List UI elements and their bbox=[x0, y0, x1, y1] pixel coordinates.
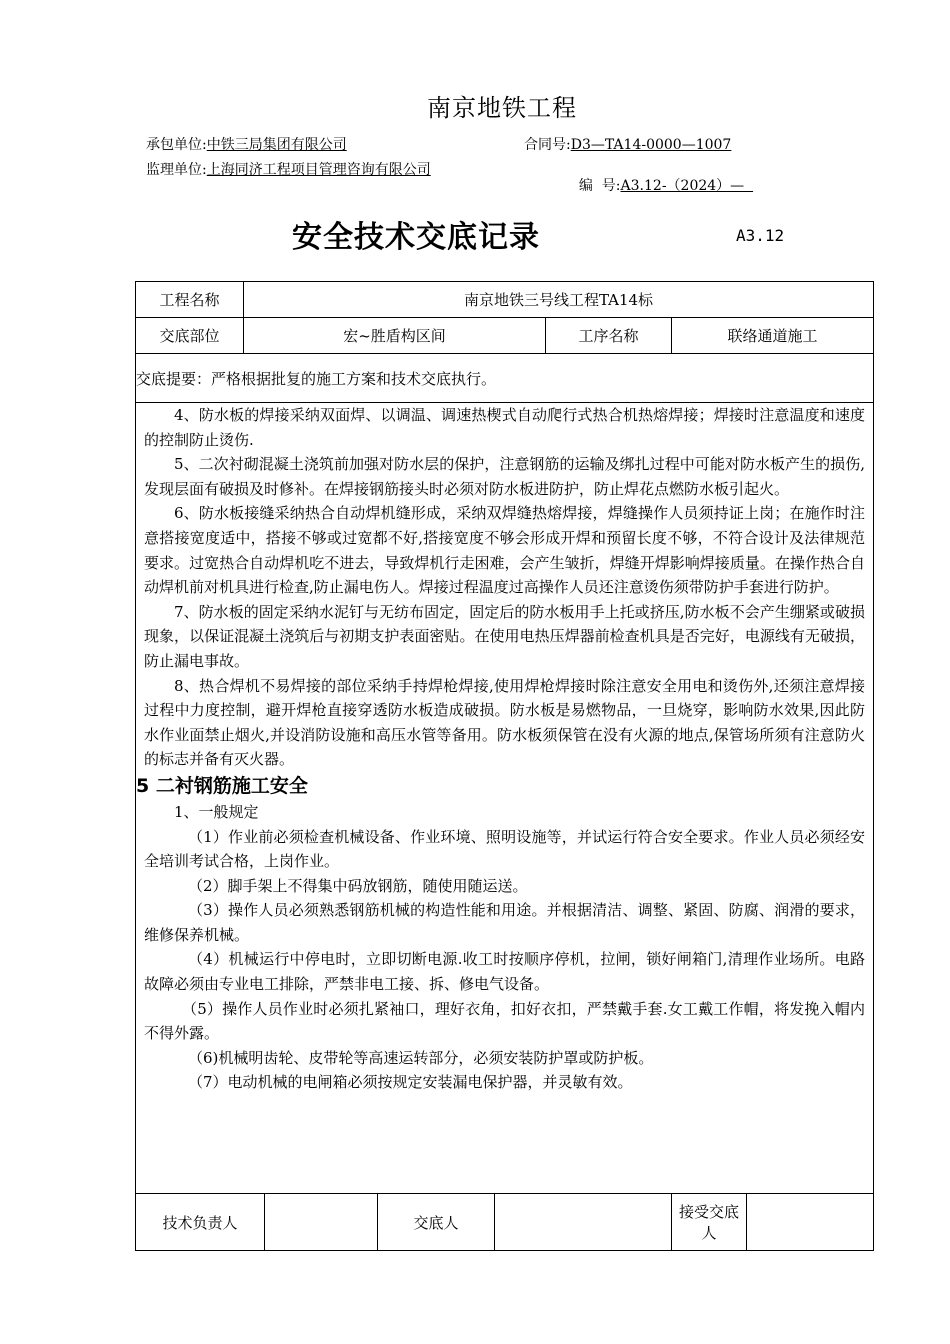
document-code: A3.12 bbox=[736, 226, 785, 245]
location-value: 宏~胜盾构区间 bbox=[244, 318, 546, 354]
rule-item: （6)机械明齿轮、皮带轮等高速运转部分，必须安装防护罩或防护板。 bbox=[188, 1048, 654, 1067]
location-label: 交底部位 bbox=[136, 318, 244, 354]
supervisor-line bbox=[146, 159, 431, 179]
presenter-signature-field[interactable] bbox=[495, 1194, 672, 1251]
presenter-label: 交底人 bbox=[378, 1194, 495, 1251]
rule-item: （5）操作人员作业时必须扎紧袖口，理好衣角，扣好衣扣，严禁戴手套.女工戴工作帽，将发挽入帽内不得外露。 bbox=[144, 999, 866, 1043]
tech-lead-label: 技术负责人 bbox=[136, 1194, 265, 1251]
contract-no-line bbox=[524, 134, 731, 154]
paragraph: 7、防水板的固定采纳水泥钉与无纺布固定，固定后的防水板用手上托或挤压,防水板不会产生绷紧或破损现象，以保证混凝土浇筑后与初期支护表面密贴。在使用电热压焊器前检查机具是否完好，电源线有无破损，防止漏电事故。 bbox=[144, 602, 866, 670]
safety-briefing-form bbox=[135, 281, 874, 1251]
paragraph: 4、防水板的焊接采纳双面焊、以调温、调速热楔式自动爬行式热合机热熔焊接；焊接时注意温度和速度的控制防止烫伤. bbox=[144, 406, 866, 449]
document-title: 安全技术交底记录 bbox=[292, 220, 540, 255]
contractor-value: 中铁三局集团有限公司 bbox=[206, 137, 347, 153]
receiver-signature-field[interactable] bbox=[747, 1194, 874, 1251]
supervisor-label: 监理单位: bbox=[146, 162, 207, 178]
briefing-content bbox=[136, 403, 874, 1194]
rule-item: （2）脚手架上不得集中码放钢筋，随使用随运送。 bbox=[188, 876, 528, 895]
supervisor-value: 上海同济工程项目管理咨询有限公司 bbox=[206, 162, 431, 178]
paragraph: 8、热合焊机不易焊接的部位采纳手持焊枪焊接,使用焊枪焊接时除注意安全用电和烫伤外,还须注意焊接过程中力度控制，避开焊枪直接穿透防水板造成破损。防水板是易燃物品，一旦烧穿，影响防水效果,因此防水作业面禁止烟火,并设消防设施和高压水管等备用。防水板须保管在没有火源的地点,保管场所须有注意防火的标志并备有灭火器。 bbox=[144, 676, 866, 769]
rule-item: （3）操作人员必须熟悉钢筋机械的构造性能和用途。并根据清洁、调整、紧固、防腐、润滑的要求，维修保养机械。 bbox=[144, 901, 866, 944]
contract-no-label: 合同号: bbox=[524, 137, 571, 153]
briefing-summary: 交底提要：严格根据批复的施工方案和技术交底执行。 bbox=[136, 354, 874, 403]
contractor-line bbox=[146, 134, 347, 154]
contract-no-value: D3—TA14-0000—1007 bbox=[570, 137, 732, 153]
section-heading: 5 二衬钢筋施工安全 bbox=[136, 774, 308, 797]
project-name-label: 工程名称 bbox=[136, 282, 244, 318]
rule-item: （4）机械运行中停电时，立即切断电源.收工时按顺序停机，拉闸，锁好闸箱门,清理作业场所。电路故障必须由专业电工排除，严禁非电工接、拆、修电气设备。 bbox=[144, 950, 866, 994]
rule-item: （7）电动机械的电闸箱必须按规定安装漏电保护器，并灵敏有效。 bbox=[188, 1073, 633, 1092]
process-label: 工序名称 bbox=[546, 318, 672, 354]
section-subheading: 1、一般规定 bbox=[174, 802, 259, 821]
serial-line bbox=[570, 159, 753, 195]
tech-lead-signature-field[interactable] bbox=[265, 1194, 378, 1251]
receiver-label: 接受交底人 bbox=[672, 1194, 747, 1251]
rule-item: （1）作业前必须检查机械设备、作业环境、照明设施等，并试运行符合安全要求。作业人员必须经安全培训考试合格，上岗作业。 bbox=[144, 827, 866, 871]
page-title: 南京地铁工程 bbox=[427, 94, 577, 122]
serial-label: 编 号: bbox=[578, 178, 621, 194]
contractor-label: 承包单位: bbox=[146, 137, 207, 153]
serial-value: A3.12-（2024）— bbox=[620, 178, 754, 194]
project-name-value: 南京地铁三号线工程TA14标 bbox=[244, 282, 874, 318]
paragraph: 5、二次衬砌混凝土浇筑前加强对防水层的保护，注意钢筋的运输及绑扎过程中可能对防水板产生的损伤,发现层面有破损及时修补。在焊接钢筋接头时必须对防水板进防护，防止焊花点燃防水板引起火。 bbox=[144, 455, 866, 498]
process-value: 联络通道施工 bbox=[672, 318, 874, 354]
paragraph: 6、防水板接缝采纳热合自动焊机缝形成，采纳双焊缝热熔焊接，焊缝操作人员须持证上岗；在施作时注意搭接宽度适中，搭接不够或过宽都不好,搭接宽度不够会形成开焊和预留长度不够，不符合设计及法律规范要求。过宽热合自动焊机吃不进去，导致焊机行走困难，会产生皱折，焊缝开焊影响焊接质量。在操作热合自动焊机前对机具进行检查,防止漏电伤人。焊接过程温度过高操作人员还注意烫伤须带防护手套进行防护。 bbox=[144, 504, 866, 597]
